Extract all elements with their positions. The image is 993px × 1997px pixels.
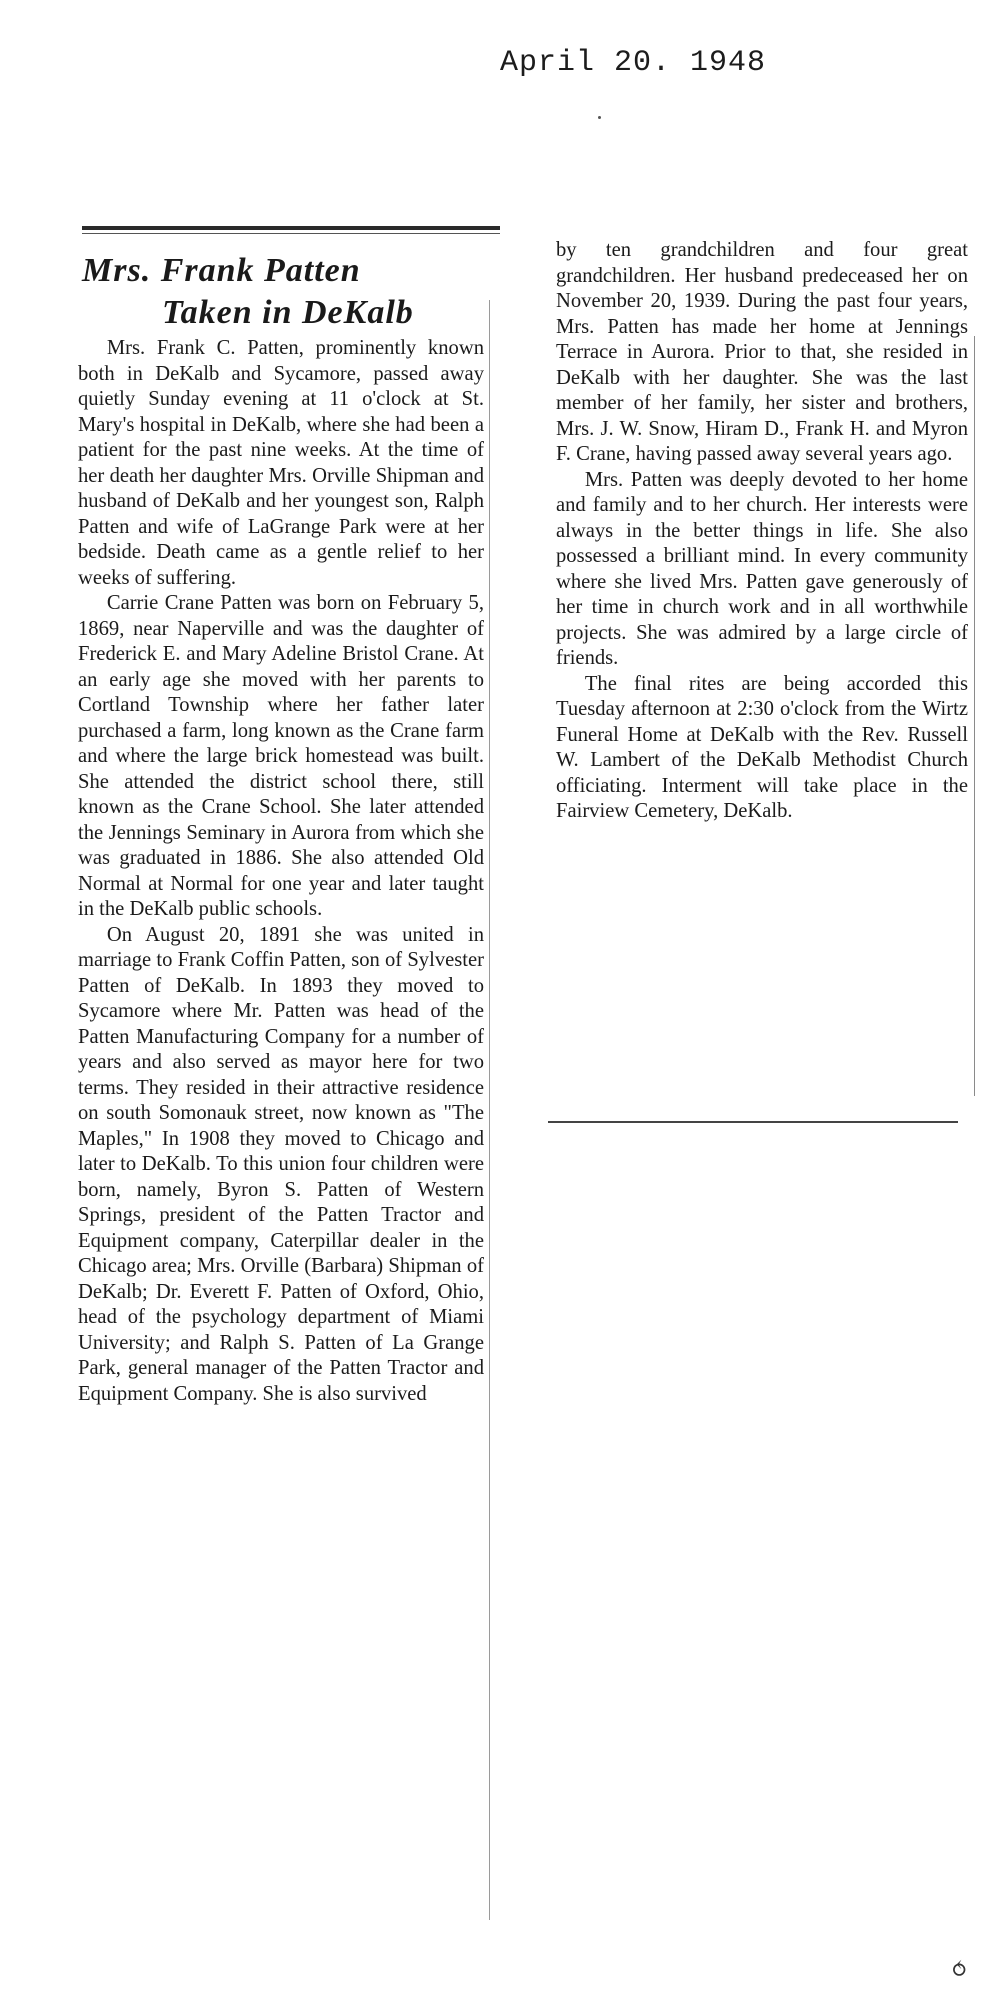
article-headline bbox=[80, 250, 490, 334]
column-divider-right bbox=[974, 336, 975, 1096]
headline-line-1: Mrs. Frank Patten bbox=[82, 252, 361, 289]
article-end-rule bbox=[548, 1121, 958, 1123]
paragraph-survivors: by ten grandchildren and four great grandchildren. Her husband predeceased her on November 20, 1939. During the past four years, Mrs. Patten has made her home at Jennings Terrace in Aurora. Prior to that, she resided in DeKalb with her daughter. She was the last member of her family, her sister and brothers, Mrs. J. W. Snow, Hiram D., Frank H. and Myron F. Crane, having passed away several years ago. bbox=[556, 239, 968, 465]
paragraph-marriage-family: On August 20, 1891 she was united in marriage to Frank Coffin Patten, son of Sylvester Patten of DeKalb. In 1893 they moved to Sycamore where Mr. Patten was head of the Patten Manufacturing Company for a number of years and also served as mayor here for two terms. They resided in their attractive residence on south Somonauk street, now known as "The Maples," In 1908 they moved to Chicago and later to DeKalb. To this union four children were born, namely, Byron S. Patten of Western Springs, president of the Patten Tractor and Equipment company, Caterpillar dealer in the Chicago area; Mrs. Orville (Barbara) Shipman of DeKalb; Dr. Everett F. Patten of Oxford, Ohio, head of the psychology department of Miami University; and Ralph S. Patten of La Grange Park, general manager of the Patten Tractor and Equipment Company. She is also survived bbox=[78, 923, 484, 1405]
paragraph-devotion: Mrs. Patten was deeply devoted to her home and family and to her church. Her interests were always in the better things in life. She also possessed a brilliant mind. In every community where she lived Mrs. Patten gave generously of her time in church work and in all worthwhile projects. She was admired by a large circle of friends. bbox=[556, 468, 968, 669]
article-column-left bbox=[78, 336, 484, 1407]
column-top-rule-thin bbox=[82, 233, 500, 234]
article-column-right bbox=[556, 238, 968, 825]
paragraph-death-notice: Mrs. Frank C. Patten, prominently known both in DeKalb and Sycamore, passed away quietly Sunday evening at 11 o'clock at St. Mary's hospital in DeKalb, where she had been a patient for the past nine weeks. At the time of her death her daughter Mrs. Orville Shipman and husband of DeKalb and her youngest son, Ralph Patten and wife of LaGrange Park were at her bedside. Death came as a gentle relief to her weeks of suffering. bbox=[78, 337, 484, 589]
paragraph-final-rites: The final rites are being accorded this Tuesday afternoon at 2:30 o'clock from the Wirtz Funeral Home at DeKalb with the Rev. Russell W. Lambert of the DeKalb Methodist Church officiating. Interment will take place in the Fairview Cemetery, DeKalb. bbox=[556, 672, 968, 822]
corner-pen-mark: ⥀ bbox=[950, 1958, 969, 1983]
scan-speck bbox=[598, 116, 601, 119]
headline-line-2: Taken in DeKalb bbox=[162, 294, 414, 331]
paragraph-early-life: Carrie Crane Patten was born on February 5, 1869, near Naperville and was the daughter of Frederick E. and Mary Adeline Bristol Crane. At an early age she moved with her parents to Cortland Township where her father later purchased a farm, long known as the Crane farm and where the large brick homestead was built. She attended the district school there, still known as the Crane School. She later attended the Jennings Seminary in Aurora from which she was graduated in 1886. She also attended Old Normal at Normal for one year and later taught in the DeKalb public schools. bbox=[78, 592, 484, 920]
clipping-date: April 20. 1948 bbox=[500, 46, 767, 80]
column-divider-left bbox=[489, 300, 490, 1920]
column-top-rule bbox=[82, 226, 500, 230]
